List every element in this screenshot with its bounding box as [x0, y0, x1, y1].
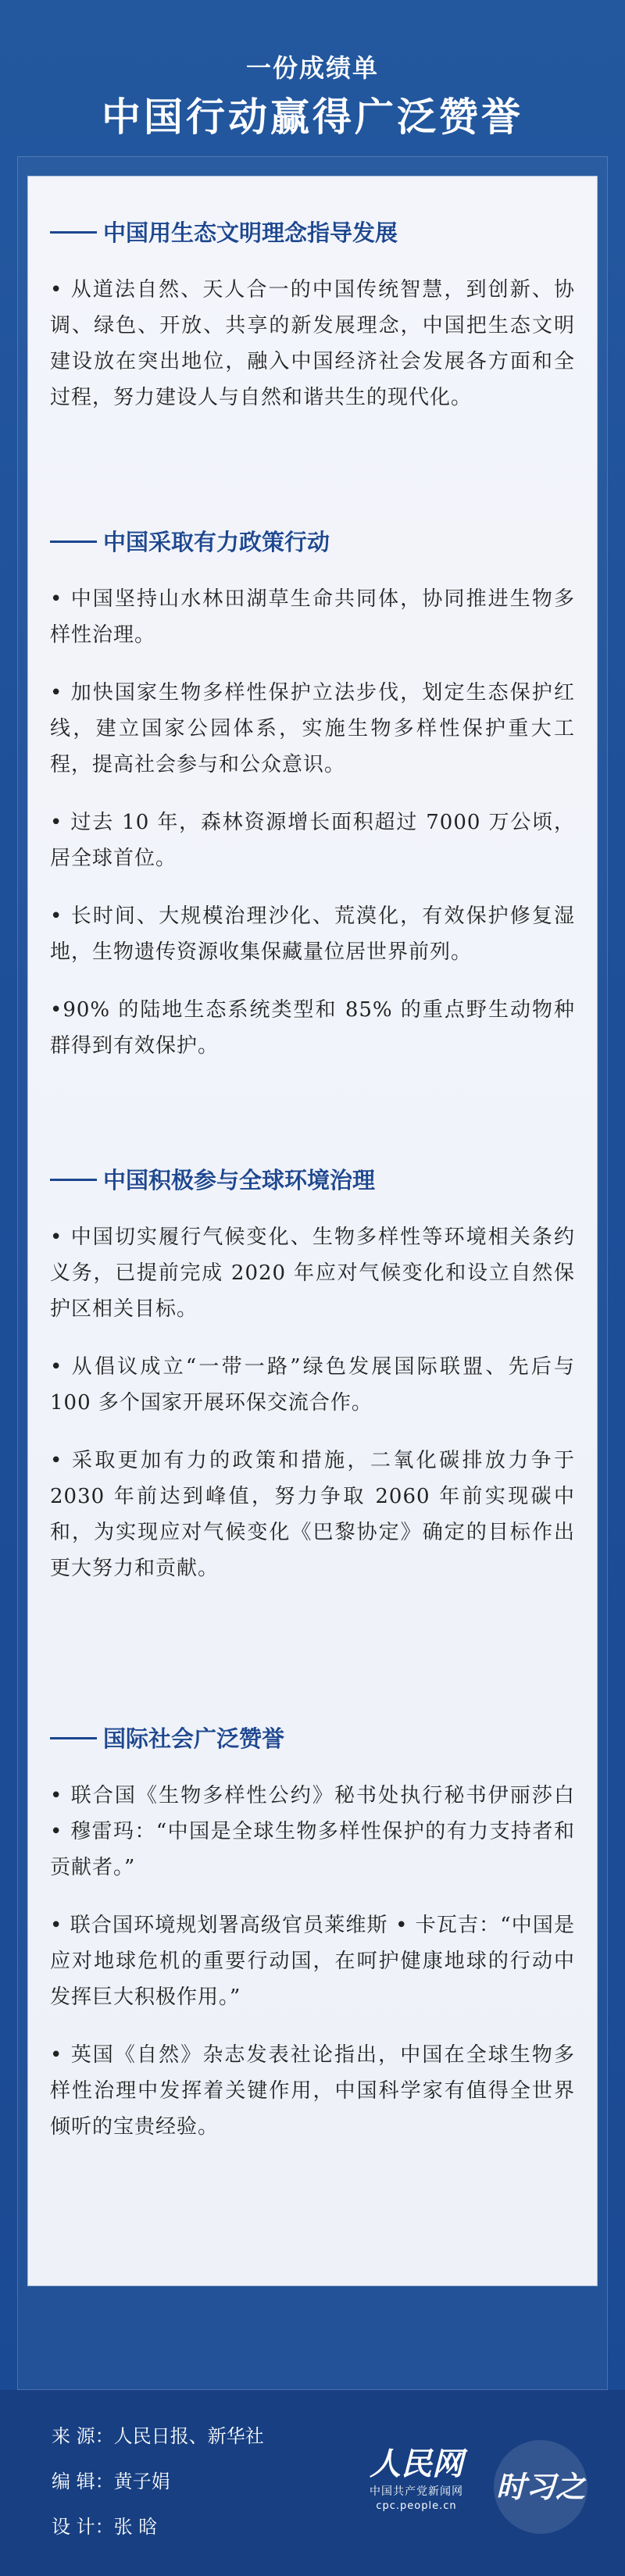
section-title — [50, 1165, 575, 1196]
section-title-text: 中国积极参与全球环境治理 — [103, 1167, 376, 1193]
credits — [52, 2414, 264, 2549]
section-title-text: 国际社会广泛赞誉 — [103, 1725, 285, 1752]
dash-line — [50, 1737, 97, 1739]
footer — [0, 2390, 625, 2576]
credit-source: 来 源：人民日报、新华社 — [52, 2425, 264, 2447]
credit-designer: 设 计：张 晗 — [52, 2516, 158, 2538]
list-item: • 联合国环境规划署高级官员莱维斯 • 卡瓦吉：“中国是应对地球危机的重要行动国，在呵护健康地球的行动中发挥巨大积极作用。” — [50, 1914, 575, 2009]
list-item: • 过去 10 年，森林资源增长面积超过 7000 万公顷，居全球首位。 — [50, 811, 575, 870]
logo-cn-text: 中国共产党新闻网 — [370, 2485, 463, 2498]
list-item: • 联合国《生物多样性公约》秘书处执行秘书伊丽莎白 • 穆雷玛：“中国是全球生物多样性保护的有力支持者和贡献者。” — [50, 1784, 575, 1879]
list-item: • 中国切实履行气候变化、生物多样性等环境相关条约义务，已提前完成 2020 年应对气候变化和设立自然保护区相关目标。 — [50, 1226, 575, 1321]
list-item: • 从道法自然、天人合一的中国传统智慧，到创新、协调、绿色、开放、共享的新发展理念，中国把生态文明建设放在突出地位，融入中国经济社会发展各方面和全过程，努力建设人与自然和谐共生的现代化。 — [50, 278, 575, 409]
page-title: 中国行动赢得广泛赞誉 — [102, 95, 523, 140]
people-daily-logo — [358, 2445, 475, 2539]
section-international-praise — [50, 1723, 575, 2145]
section-title-text: 中国用生态文明理念指导发展 — [103, 219, 398, 246]
section-ecological-civilization — [50, 217, 575, 416]
list-item: • 加快国家生物多样性保护立法步伐，划定生态保护红线，建立国家公园体系，实施生物多样性保护重大工程，提高社会参与和公众意识。 — [50, 681, 575, 776]
logo-mark: 人民网 — [370, 2446, 463, 2482]
logo-en-text: cpc.people.cn — [376, 2500, 457, 2512]
section-global-governance — [50, 1165, 575, 1586]
dash-line — [50, 1179, 97, 1181]
list-item: • 从倡议成立“一带一路”绿色发展国际联盟、先后与 100 多个国家开展环保交流合作。 — [50, 1355, 575, 1415]
dash-line — [50, 541, 97, 543]
list-item: • 采取更加有力的政策和措施，二氧化碳排放力争于 2030 年前达到峰值，努力争取 2060 年前实现碳中和，为实现应对气候变化《巴黎协定》确定的目标作出更大努力和贡献。 — [50, 1449, 575, 1580]
list-item: • 长时间、大规模治理沙化、荒漠化，有效保护修复湿地，生物遗传资源收集保藏量位居世界前列。 — [50, 904, 575, 964]
dash-line — [50, 231, 97, 234]
section-policy-action — [50, 526, 575, 1064]
header — [0, 0, 625, 156]
list-item: • 英国《自然》杂志发表社论指出，中国在全球生物多样性治理中发挥着关键作用，中国科学家有值得全世界倾听的宝贵经验。 — [50, 2043, 575, 2139]
list-item: •90% 的陆地生态系统类型和 85% 的重点野生动物种群得到有效保护。 — [50, 998, 575, 1058]
section-title — [50, 217, 575, 248]
section-title-text: 中国采取有力政策行动 — [103, 529, 330, 555]
section-title — [50, 526, 575, 558]
content-card — [28, 177, 597, 2285]
section-title — [50, 1723, 575, 1754]
header-subtitle: 一份成绩单 — [245, 53, 379, 83]
list-item: • 中国坚持山水林田湖草生命共同体，协同推进生物多样性治理。 — [50, 587, 575, 647]
credit-editor: 编 辑：黄子娟 — [52, 2471, 170, 2492]
shixizhi-logo: 时习之 — [494, 2440, 588, 2534]
